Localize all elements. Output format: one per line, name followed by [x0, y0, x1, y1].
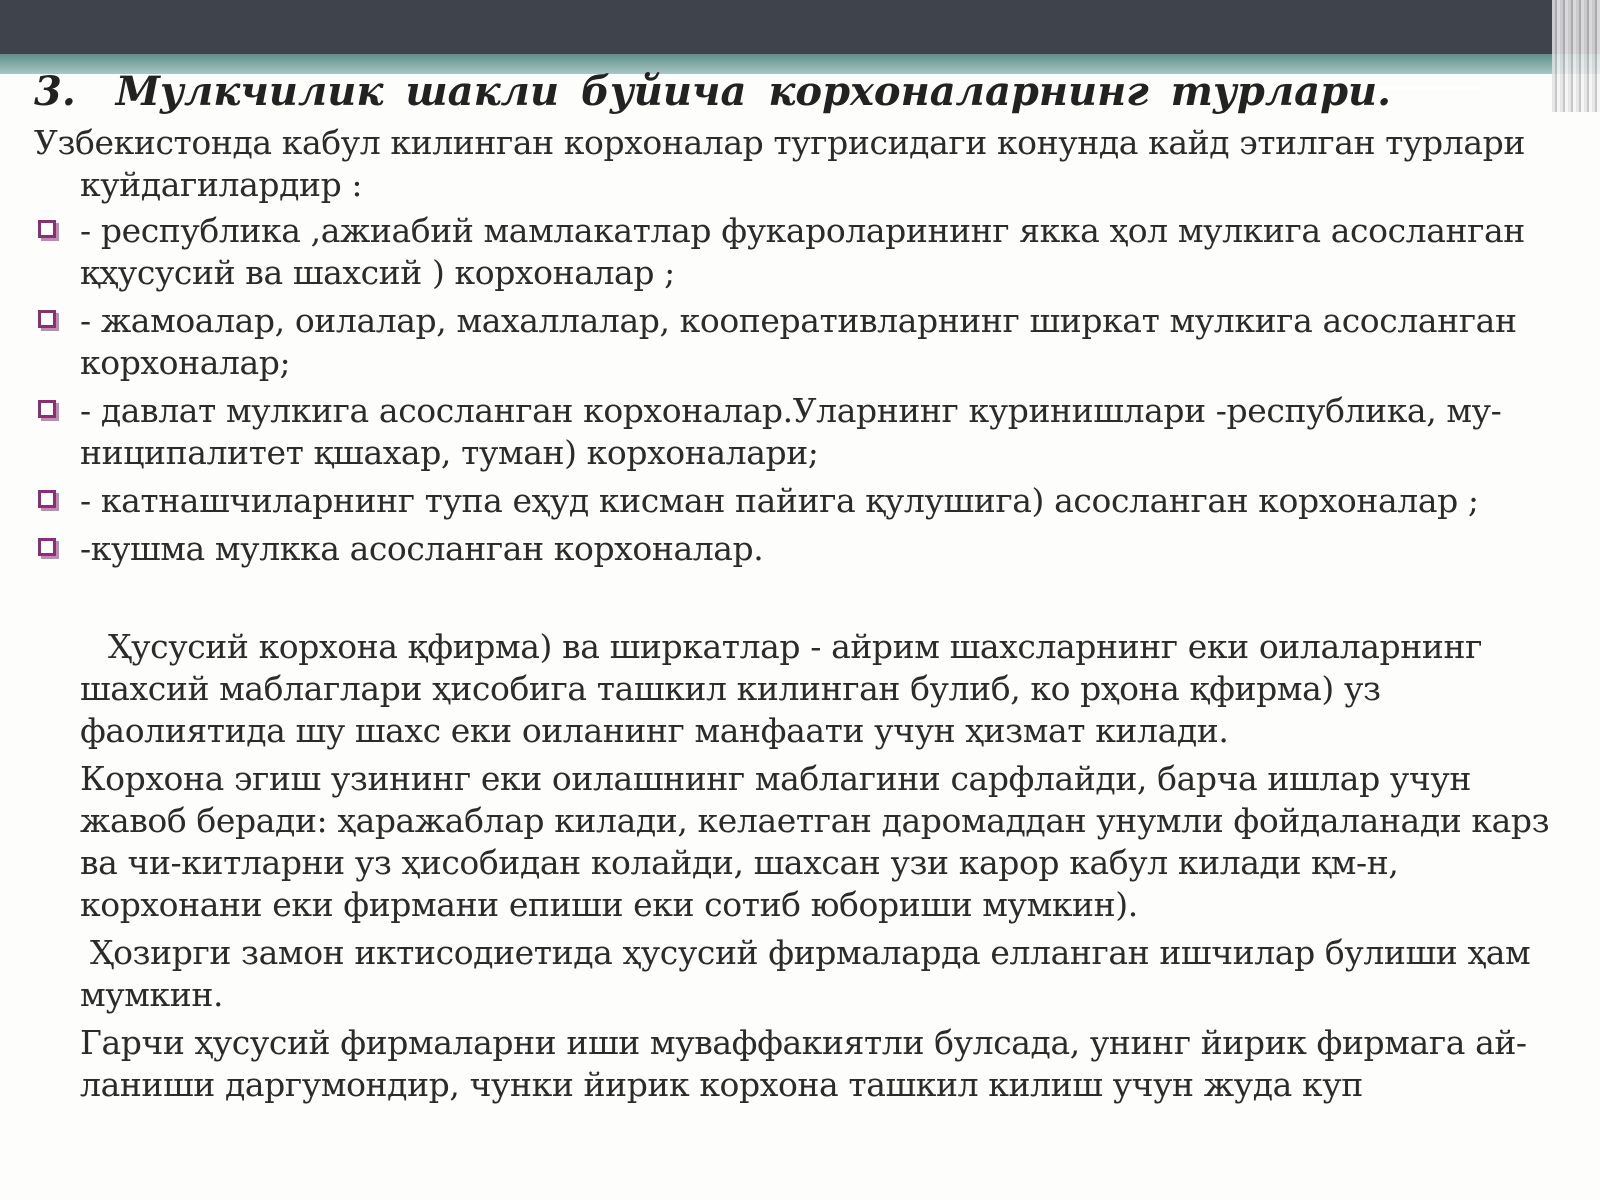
- paragraph: Гарчи ҳусусий фирмаларни иши муваффакиятли булсада, унинг йирик фирмага ай-ланиши даргумондир, чунки йирик корхона ташкил килиш учун жуда куп: [80, 1023, 1527, 1104]
- paragraph: Ҳусусий корхона қфирма) ва ширкатлар - айрим шахсларнинг еки оилаларнинг шахсий маблаглари ҳисобига ташкил килинган булиб, ко рҳона қфирма) уз фаолиятида шу шахс еки оиланинг манфаати учун ҳизмат килади.: [80, 627, 1482, 750]
- list-item: [34, 528, 1574, 570]
- header-decorative-bars: [1552, 0, 1600, 112]
- title-number: 3.: [34, 68, 76, 115]
- list-item: [34, 480, 1574, 522]
- list-item: [34, 210, 1574, 294]
- checkbox-bullet-icon: [38, 490, 56, 508]
- paragraph: Корхона эгиш узининг еки оилашнинг маблагини сарфлайди, барча ишлар учун жавоб беради: ҳаражаблар килади, келаетган даромаддан унумли фойдаланади карз ва чи-китларни уз ҳисобидан колайди, шахсан узи карор кабул килади қм-н, корхонани еки фирмани епиши еки сотиб юбориши мумкин).: [80, 759, 1550, 924]
- list-item: [34, 300, 1574, 384]
- checkbox-bullet-icon: [38, 538, 56, 556]
- checkbox-bullet-icon: [38, 400, 56, 418]
- bullet-text: - давлат мулкига асосланган корхоналар.Уларнинг куринишлари -республика, му-ниципалитет қшахар, туман) корхоналари;: [80, 391, 1502, 472]
- paragraph: Ҳозирги замон иктисодиетида ҳусусий фирмаларда елланган ишчилар булиши ҳам мумкин.: [80, 933, 1531, 1014]
- checkbox-bullet-icon: [38, 220, 56, 238]
- paragraph-block: [34, 626, 1574, 1106]
- title-text: Мулкчилик шакли буйича корхоналарнинг турлари.: [115, 68, 1392, 115]
- header-band: [0, 0, 1600, 54]
- bullet-list: [34, 210, 1574, 570]
- bullet-text: - жамоалар, оилалар, махаллалар, кооперативларнинг ширкат мулкига асосланган корхоналар;: [80, 301, 1517, 382]
- slide-title: [34, 66, 1534, 118]
- bullet-text: - катнашчиларнинг тупа еҳуд кисман пайига қулушига) асосланган корхоналар ;: [80, 481, 1479, 520]
- bullet-text: - республика ,ажиабий мамлакатлар фукароларининг якка ҳол мулкига асосланган қҳусусий ва шахсий ) корхоналар ;: [80, 211, 1525, 292]
- checkbox-bullet-icon: [38, 310, 56, 328]
- slide-content: [34, 122, 1574, 1112]
- bullet-text: -кушма мулкка асосланган корхоналар.: [80, 529, 764, 568]
- intro-text: Узбекистонда кабул килинган корхоналар тугрисидаги конунда кайд этилган турлари куйдагилардир :: [34, 123, 1525, 204]
- list-item: [34, 390, 1574, 474]
